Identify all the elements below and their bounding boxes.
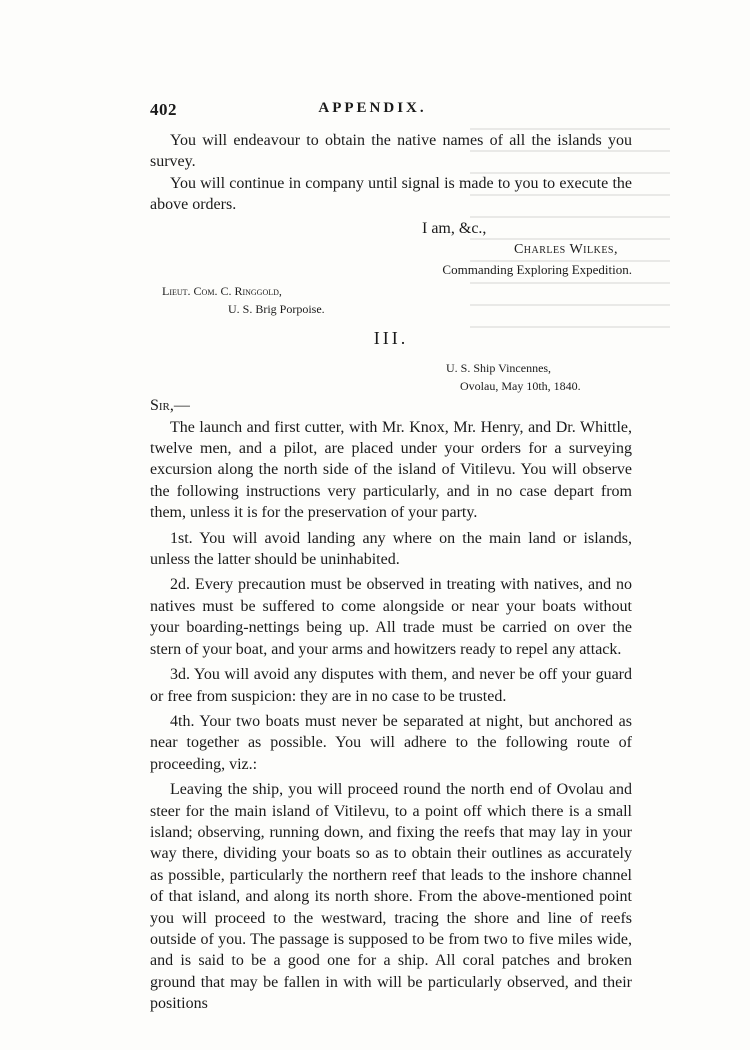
running-head: APPENDIX.: [318, 100, 427, 116]
paragraph: 3d. You will avoid any disputes with them, and never be off your guard or free from suspicion: they are in no case to be trusted.: [150, 666, 632, 705]
paragraph: 2d. Every precaution must be observed in treating with natives, and no natives must be suffered to come alongside or near your boats without your boarding-nettings being up. All trade must be carried on over the stern of your boat, and your arms and howitzers ready to repel any attack.: [150, 576, 632, 658]
paragraph: Leaving the ship, you will proceed round the north end of Ovolau and steer for the main island of Vitilevu, to a point off which there is a small island; observing, running down, and fixing the reefs that may lay in your way there, dividing your boats so as to obtain their outlines as accurately as possible, particularly the northern reef that leads to the inshore channel of that island, and along its north shore. From the above-mentioned point you will proceed to the westward, tracing the shore and line of reefs outside of you. The passage is supposed to be from two to five miles wide, and is said to be a good one for a ship. All coral patches and broken ground that may be fallen in with will be particularly observed, and their positions: [150, 781, 632, 1013]
dateline-vessel: U. S. Ship Vincennes,: [446, 360, 552, 375]
page-header: [150, 100, 595, 124]
section-number: III.: [373, 327, 409, 348]
salutation: Sir,—: [150, 396, 190, 414]
paragraph: You will continue in company until signal is made to you to execute the above orders.: [150, 174, 632, 214]
dateline: [150, 361, 632, 397]
signer-title: Commanding Exploring Expedition.: [442, 261, 632, 277]
page-body: [150, 130, 632, 1015]
addressee-vessel: U. S. Brig Porpoise.: [228, 301, 325, 316]
signature-block: [150, 220, 632, 292]
paragraph: You will endeavour to obtain the native names of all the islands you survey.: [150, 132, 632, 171]
closing: I am, &c.,: [422, 219, 487, 237]
addressee-block: [150, 284, 632, 322]
paragraph: The launch and first cutter, with Mr. Knox, Mr. Henry, and Dr. Whittle, twelve men, and a pilot, are placed under your orders for a surveying excursion along the north side of the island of Vitilevu. You will observe the following instructions very particularly, and in no case depart from them, unless it is for the preservation of your party.: [150, 418, 632, 522]
page-number: 402: [150, 100, 177, 119]
dateline-place-date: Ovolau, May 10th, 1840.: [460, 378, 581, 393]
signer-name: Charles Wilkes,: [513, 241, 618, 257]
paragraph: 4th. Your two boats must never be separated at night, but anchored as near together as possible. You will adhere to the following route of proceeding, viz.:: [150, 712, 632, 773]
addressee-name: Lieut. Com. C. Ringgold,: [162, 283, 282, 298]
paragraph: 1st. You will avoid landing any where on the main land or islands, unless the latter should be uninhabited.: [150, 529, 632, 569]
